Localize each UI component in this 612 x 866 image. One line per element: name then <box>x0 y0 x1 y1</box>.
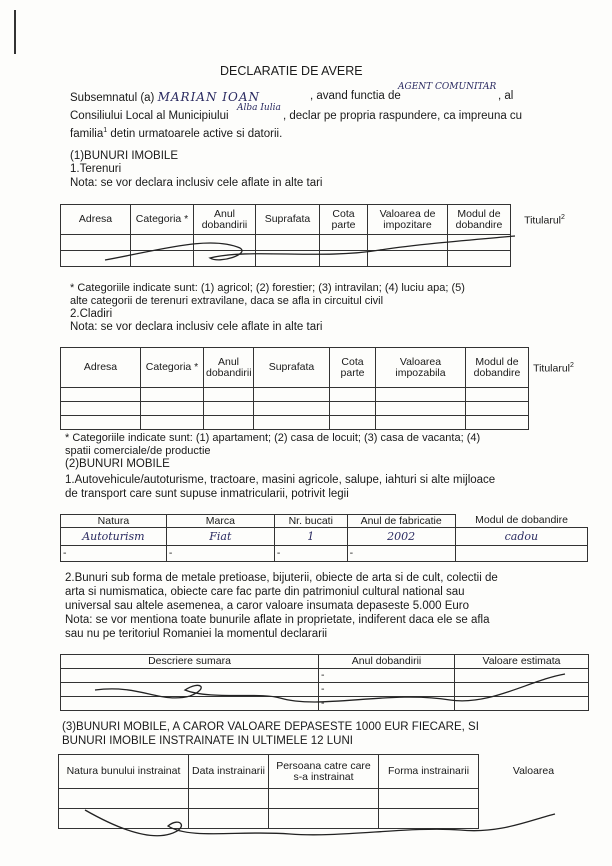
section-3-heading-b: BUNURI IMOBILE INSTRAINATE IN ULTIMELE 12 LUNI <box>62 735 353 747</box>
margin-mark <box>14 10 16 54</box>
section-1-heading: (1)BUNURI IMOBILE <box>70 150 178 162</box>
section-3-heading-a: (3)BUNURI MOBILE, A CAROR VALOARE DEPASESTE 1000 EUR FIECARE, SI <box>62 721 479 733</box>
strike-scribble-2 <box>90 670 570 716</box>
strike-scribble-1 <box>100 230 520 270</box>
terenuri-table: Adresa Categoria * Anul dobandirii Suprafata Cota parte Valoarea de impozitare Modul de dobandire Titularul$^2$ <box>60 204 579 267</box>
cladiri-table: Adresa Categoria * Anul dobandirii Suprafata Cota parte Valoarea impozabila Modul de dobandire Titularul$^2$ <box>60 347 579 430</box>
bunuri-instrainate-table: Natura bunului instrainat Data instrainarii Persoana catre care s-a instrainat Forma instrainarii Valoarea <box>58 754 589 829</box>
declarant-name: MARIAN IOAN <box>157 90 261 104</box>
vehicle-brand: Fiat <box>166 528 274 546</box>
vehicle-acquisition: cadou <box>455 528 587 546</box>
declarant-function: AGENT COMUNITAR <box>398 82 497 92</box>
strike-scribble-3 <box>80 800 560 850</box>
autovehicule-table: Natura Marca Nr. bucati Anul de fabricatie Modul de dobandire Autoturism Fiat 1 2002 cadou - - - - <box>60 514 588 562</box>
vehicle-nature: Autoturism <box>61 528 167 546</box>
vehicle-year: 2002 <box>347 528 455 546</box>
vehicle-count: 1 <box>274 528 347 546</box>
page-title: DECLARATIE DE AVERE <box>220 64 363 78</box>
bunuri-valoroase-table: Descriere sumara Anul dobandirii Valoare estimata - - - <box>60 654 589 711</box>
intro-line-1: Subsemnatul (a) MARIAN IOAN <box>70 90 261 104</box>
section-2-heading: (2)BUNURI MOBILE <box>65 458 170 470</box>
intro-line-3: familia$^1$ detin urmatoarele active si datorii. <box>70 127 283 140</box>
municipality-name: Alba Iulia <box>237 103 281 113</box>
